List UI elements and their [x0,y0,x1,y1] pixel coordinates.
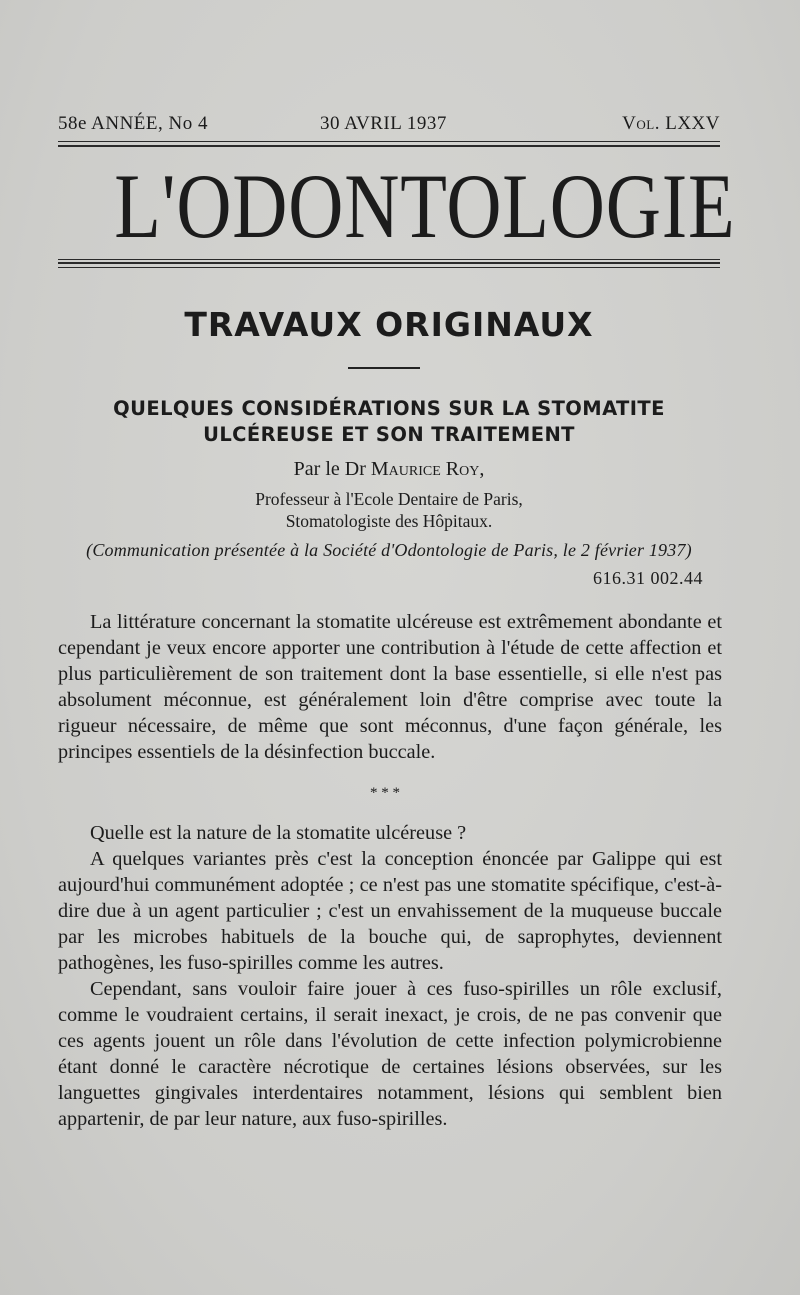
paragraph-text: La littérature concernant la stomatite ulcéreuse est extrêmement abondante et cependant je veux encore apporter une contribution à l'étude de cette affection et plus particulièrement de son traitement dont la base essentielle, si elle n'est pas absolument méconnue, est généralement loin d'être comprise avec toute la rigueur nécessaire, de même que sont méconnus, d'une façon générale, les principes essentiels de la désinfection buccale. [58,611,722,763]
affiliation-line-2: Stomatologiste des Hôpitaux. [285,511,493,531]
affiliation-line-1: Professeur à l'Ecole Dentaire de Paris, [255,489,523,509]
paragraphs-continued [58,820,722,1132]
author-prefix: Par le Dr [293,458,366,480]
communication-note: (Communication présentée à la Société d'Odontologie de Paris, le 2 février 1937) [86,540,692,560]
title-rule-thick [58,262,720,264]
issue-number: 58e ANNÉE, No 4 [58,113,208,134]
paragraph-1 [58,609,722,765]
article-title-line-2: ULCÉREUSE ET SON TRAITEMENT [203,423,575,446]
journal-title: L'ODONTOLOGIE [114,155,736,257]
article-title-line-1: QUELQUES CONSIDÉRATIONS SUR LA STOMATITE [113,397,665,420]
header-rule-thick [58,145,720,147]
volume-number: Vol. LXXV [622,113,720,134]
author-name: Maurice Roy, [370,458,485,480]
paragraph-4: Cependant, sans vouloir faire jouer à ces fuso-spirilles un rôle exclusif, comme le voudraient certains, il serait inexact, je crois, de ne pas convenir que ces agents jouent un rôle dans l'évolution de cette infection polymicrobienne étant donné le caractère nécrotique de certaines lésions observées, sur les languettes gingivales interdentaires notamment, lésions qui semblent bien appartenir, de par leur nature, aux fuso-spirilles. [58,978,722,1130]
running-header [58,113,720,137]
issue-date: 30 AVRIL 1937 [320,113,447,134]
header-rule-thin [58,141,720,142]
section-divider [348,367,420,369]
article-title [58,396,720,448]
paragraph-2: Quelle est la nature de la stomatite ulcéreuse ? [90,822,467,844]
title-rule-thin-1 [58,259,720,260]
section-title: TRAVAUX ORIGINAUX [184,305,594,344]
classification-code: 616.31 002.44 [593,568,703,588]
paragraph-3: A quelques variantes près c'est la conception énoncée par Galippe qui est aujourd'hui communément adoptée ; ce n'est pas une stomatite spécifique, c'est-à-dire due à un agent particulier ; c'est un envahissement de la muqueuse buccale par les microbes habituels de la bouche qui, de saprophytes, deviennent pathogènes, les fuso-spirilles comme les autres. [58,848,722,974]
asterism: * * * [370,785,400,801]
author-byline [58,458,720,481]
title-rule-thin-2 [58,267,720,268]
